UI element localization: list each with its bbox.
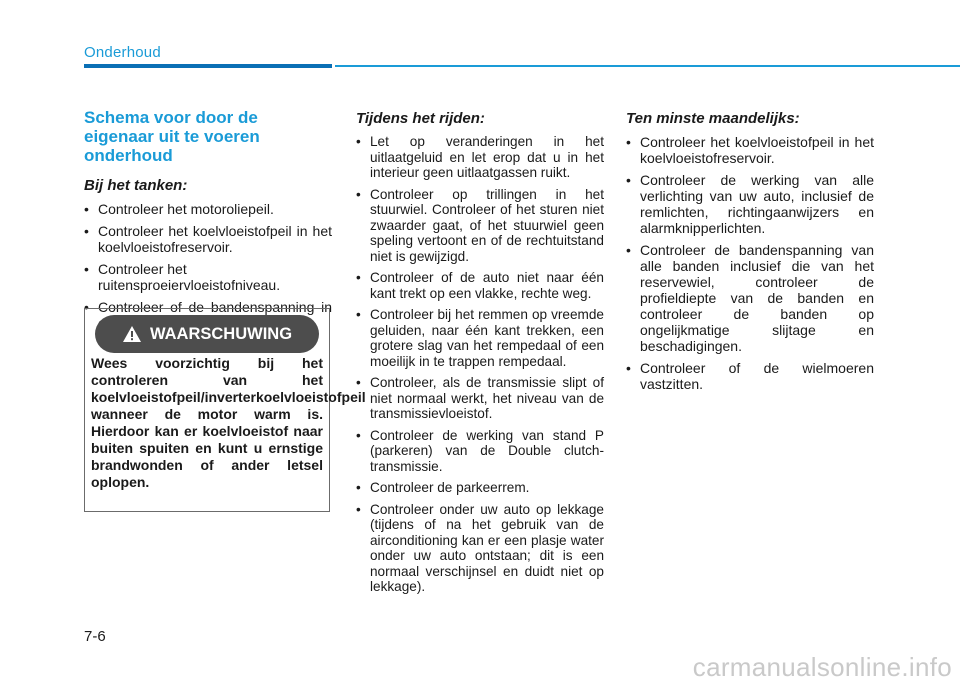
watermark: carmanualsonline.info — [692, 652, 952, 682]
column-owner-maintenance — [84, 108, 332, 337]
main-heading: Schema voor door de eigenaar uit te voeren onderhoud — [84, 108, 260, 165]
warning-triangle-icon — [122, 325, 142, 343]
subheading-monthly: Ten minste maandelijks: — [626, 110, 800, 127]
section-title: Onderhoud — [84, 44, 161, 61]
warning-header — [95, 315, 319, 353]
list-item: • Controleer onder uw auto op lekkage (tijdens of na het gebruik van de airconditioning kan er een plasje water onder uw auto ontstaan; dit is een normaal verschijnsel en duidt niet op lekkage). — [356, 502, 604, 595]
column-while-driving — [356, 110, 604, 601]
subheading-driving: Tijdens het rijden: — [356, 110, 485, 127]
list-item: • Controleer het koelvloeistofpeil in het koelvloeistofreservoir. — [84, 223, 332, 255]
list-item: • Controleer het koelvloeistofpeil in het koelvloeistofreservoir. — [626, 134, 874, 166]
list-item: • Controleer de parkeerrem. — [356, 480, 604, 496]
list-item: • Controleer of de wielmoeren vastzitten. — [626, 360, 874, 392]
list-item: • Controleer, als de transmissie slipt of niet normaal werkt, het niveau van de transmissievloeistof. — [356, 375, 604, 422]
list-item: • Controleer het ruitensproeiervloeistofniveau. — [84, 261, 332, 293]
warning-title: WAARSCHUWING — [149, 324, 293, 343]
list-item: • Let op veranderingen in het uitlaatgeluid en let erop dat u in het interieur geen uitlaatgassen ruikt. — [356, 134, 604, 181]
list-item: • Controleer of de bandenspanning in — [84, 299, 332, 331]
list-item: • Controleer de werking van alle verlichting van uw auto, inclusief de remlichten, richtingaanwijzers en alarmknipperlichten. — [626, 172, 874, 236]
warning-box — [84, 308, 366, 512]
list-item: • Controleer bij het remmen op vreemde geluiden, naar één kant trekken, een grotere slag van het rempedaal of een moeilijk in te trappen rempedaal. — [356, 307, 604, 369]
monthly-list — [626, 134, 874, 392]
column-monthly — [626, 110, 874, 398]
list-item: • Controleer op trillingen in het stuurwiel. Controleer of het sturen niet zwaarder gaat, of het stuurwiel geen speling vertoont en of de rechtuitstand niet is gewijzigd. — [356, 187, 604, 265]
header-bar-light — [335, 65, 960, 67]
header-bar-dark — [84, 64, 332, 68]
subheading-refueling: Bij het tanken: — [84, 177, 188, 194]
list-item: • Controleer de bandenspanning van alle banden inclusief die van het reservewiel, controleer de profieldiepte van de banden en controleer de banden op ongelijkmatige slijtage en beschadigingen. — [626, 242, 874, 354]
list-item: • Controleer of de auto niet naar één kant trekt op een vlakke, rechte weg. — [356, 270, 604, 301]
page-number: 7-6 — [84, 628, 106, 645]
warning-text: Wees voorzichtig bij het controleren van het koelvloeistofpeil/inverterkoelvloeistofpeil wanneer de motor warm is. Hierdoor kan er koelvloeistof naar buiten spuiten en kunt u ernstige brandwonden of ander letsel oplopen. — [91, 355, 366, 490]
list-item: • Controleer de werking van stand P (parkeren) van de Double clutch-transmissie. — [356, 428, 604, 475]
list-item: • Controleer het motoroliepeil. — [84, 201, 332, 217]
driving-list — [356, 134, 604, 595]
